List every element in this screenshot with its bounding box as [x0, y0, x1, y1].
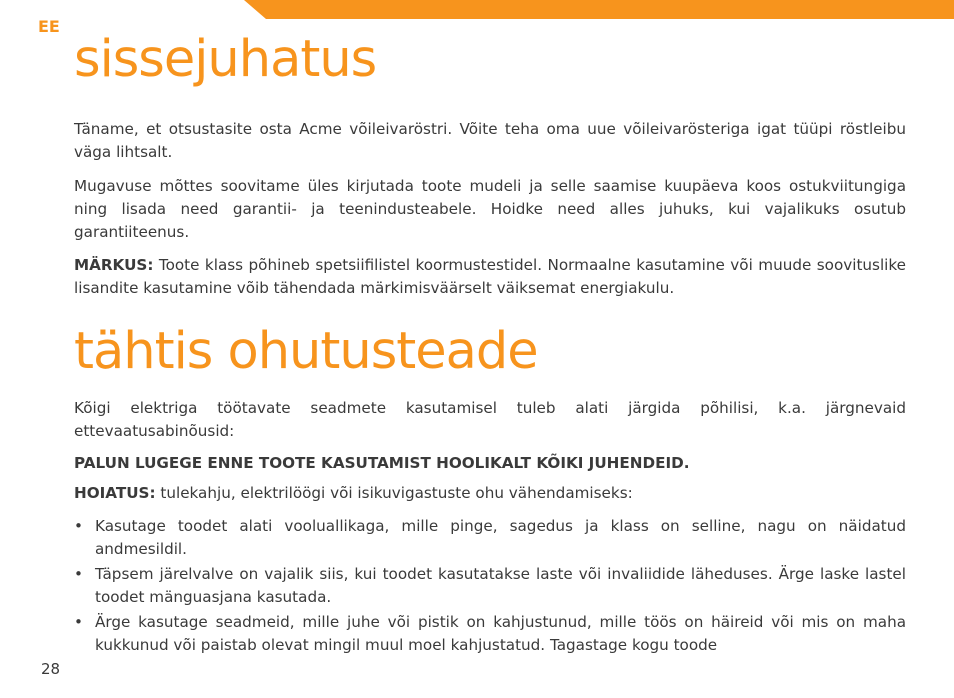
intro-paragraph-1: Täname, et otsustasite osta Acme võileivaröstri. Võite teha oma uue võileivarösteriga igat tüüpi röstleibu väga lihtsalt.: [74, 120, 906, 161]
list-item-text: Ärge kasutage seadmeid, mille juhe või pistik on kahjustunud, mille töös on häireid või mis on maha kukkunud või paistab olevat mingil muul moel kahjustatud. Tagastage kogu toode: [95, 613, 906, 654]
read-instructions-text: PALUN LUGEGE ENNE TOOTE KASUTAMIST HOOLIKALT KÕIKI JUHENDEID.: [74, 454, 690, 472]
safety-paragraph-1: Kõigi elektriga töötavate seadmete kasutamisel tuleb alati järgida põhilisi, k.a. järgnevaid ettevaatusabinõusid:: [74, 399, 906, 440]
list-item: [74, 611, 906, 657]
language-code: EE: [38, 17, 60, 36]
page-number: 28: [41, 660, 61, 678]
read-instructions-notice: [74, 452, 906, 475]
intro-heading: sissejuhatus: [74, 30, 377, 89]
intro-paragraph-2: Mugavuse mõttes soovitame üles kirjutada toote mudeli ja selle saamise kuupäeva koos ostukviitungiga ning lisada need garantii- ja teenindusteabele. Hoidke need alles juhuks, kui vajalikuks osutub garantiiteenus.: [74, 177, 906, 241]
list-item-text: Täpsem järelvalve on vajalik siis, kui toodet kasutatakse laste või invaliidide läheduses. Ärge laske lastel toodet mänguasjana kasutada.: [95, 565, 906, 606]
list-item-text: Kasutage toodet alati vooluallikaga, mille pinge, sagedus ja klass on selline, nagu on näidatud andmesildil.: [95, 517, 906, 558]
safety-heading: tähtis ohutusteade: [74, 322, 538, 381]
list-item: [74, 515, 906, 561]
bullet-marker: •: [74, 517, 83, 535]
note-label: MÄRKUS:: [74, 256, 154, 274]
note-paragraph: [74, 254, 906, 300]
note-text: Toote klass põhineb spetsiifilistel koormustestidel. Normaalne kasutamine või muude soovituslike lisandite kasutamine võib tähendada märkimisväärselt väiksemat energiakulu.: [74, 256, 906, 297]
list-item: [74, 563, 906, 609]
warning-paragraph: [74, 482, 906, 505]
warning-label: HOIATUS:: [74, 484, 156, 502]
warning-text: tulekahju, elektrilöögi või isikuvigastuste ohu vähendamiseks:: [155, 484, 633, 502]
header-accent-bar: [244, 0, 954, 19]
bullet-marker: •: [74, 565, 83, 583]
bullet-marker: •: [74, 613, 83, 631]
